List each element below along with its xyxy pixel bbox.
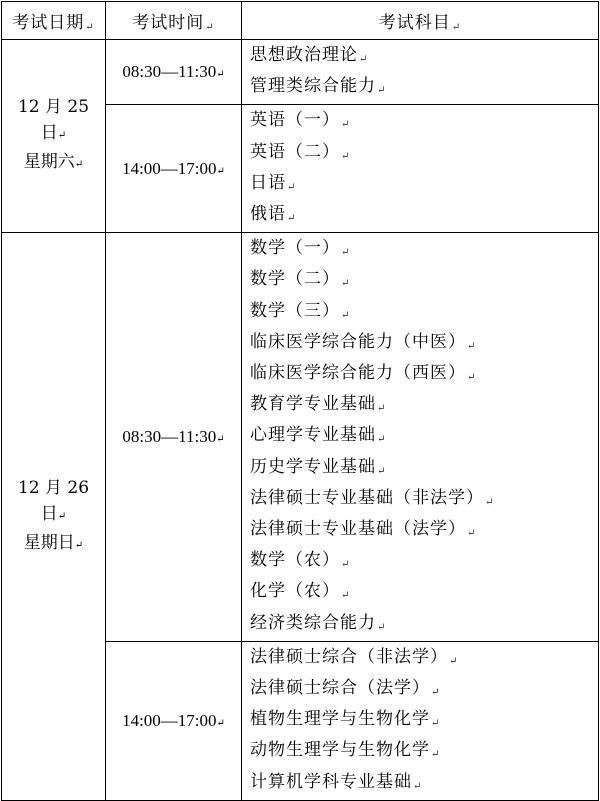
day1-weekday: 星期六↵: [23, 152, 84, 173]
subject-name: 英语（一）: [250, 110, 340, 131]
subject-item: [250, 644, 598, 675]
subject-name: 教育学专业基础: [250, 394, 376, 415]
subject-name: 英语（二）: [250, 141, 340, 162]
header-time-label: 考试时间: [132, 13, 205, 33]
header-subject: [242, 2, 599, 40]
subject-item: [250, 578, 598, 609]
paragraph-mark-icon: ↵: [341, 150, 351, 162]
subject-name: 临床医学综合能力（中医）: [250, 331, 466, 352]
day2-session1-row: [2, 233, 599, 642]
subject-item: [250, 610, 598, 641]
paragraph-mark-icon: ↵: [341, 247, 351, 259]
header-row: [2, 2, 599, 40]
paragraph-mark-icon: ↵: [57, 130, 67, 142]
paragraph-mark-icon: ↵: [341, 278, 351, 290]
paragraph-mark-icon: ↵: [205, 22, 215, 33]
paragraph-mark-icon: ↵: [431, 687, 441, 699]
subject-name: 数学（农）: [250, 550, 340, 571]
subject-name: 动物生理学与生物化学: [250, 740, 430, 761]
subject-item: [250, 706, 598, 737]
paragraph-mark-icon: ↵: [85, 22, 95, 33]
paragraph-mark-icon: ↵: [341, 119, 351, 131]
day1-session2-subjects: [242, 105, 599, 233]
paragraph-mark-icon: ↵: [74, 159, 84, 171]
subject-name: 俄语: [250, 204, 286, 225]
paragraph-mark-icon: ↵: [485, 496, 495, 508]
subject-item: [250, 139, 598, 170]
day1-session2-time: 14:00—17:00↵: [106, 105, 242, 233]
subject-item: [250, 266, 598, 297]
paragraph-mark-icon: ↵: [216, 717, 225, 729]
subject-name: 心理学专业基础: [250, 425, 376, 446]
subject-name: 临床医学综合能力（西医）: [250, 363, 466, 384]
subject-item: [250, 675, 598, 706]
subject-name: 日语: [250, 172, 286, 193]
subject-name: 思想政治理论: [250, 45, 358, 65]
day1-date: 12 月 25: [17, 97, 90, 118]
subject-name: 数学（一）: [250, 238, 340, 259]
subject-name: 历史学专业基础: [250, 456, 376, 477]
paragraph-mark-icon: ↵: [467, 372, 477, 384]
header-subject-label: 考试科目: [378, 13, 451, 33]
paragraph-mark-icon: ↵: [413, 780, 423, 792]
paragraph-mark-icon: ↵: [377, 621, 387, 633]
paragraph-mark-icon: ↵: [467, 340, 477, 352]
paragraph-mark-icon: ↵: [57, 510, 67, 522]
subject-item: [250, 422, 598, 453]
day1-date-suffix: 日↵: [40, 123, 67, 144]
exam-schedule-table: [1, 1, 599, 801]
paragraph-mark-icon: ↵: [467, 528, 477, 540]
paragraph-mark-icon: ↵: [431, 749, 441, 761]
header-date-label: 考试日期: [12, 13, 85, 33]
day2-date: 12 月 26: [17, 477, 90, 498]
subject-item: [250, 170, 598, 201]
day2-weekday: 星期日↵: [23, 532, 84, 553]
subject-item: [250, 485, 598, 516]
subject-item: [250, 201, 598, 232]
subject-name: 法律硕士专业基础（法学）: [250, 519, 466, 540]
paragraph-mark-icon: ↵: [377, 85, 387, 97]
day1-session1-time: 08:30—11:30↵: [106, 40, 242, 105]
paragraph-mark-icon: ↵: [216, 69, 225, 81]
subject-item: [250, 737, 598, 768]
subject-item: [250, 547, 598, 578]
subject-item: [250, 360, 598, 391]
subject-item: [250, 235, 598, 266]
paragraph-mark-icon: ↵: [449, 655, 459, 667]
day2-date-cell: [2, 233, 106, 801]
paragraph-mark-icon: ↵: [341, 309, 351, 321]
paragraph-mark-icon: ↵: [377, 465, 387, 477]
subject-name: 管理类综合能力: [250, 76, 376, 97]
paragraph-mark-icon: ↵: [341, 559, 351, 571]
subject-name: 法律硕士综合（法学）: [250, 678, 430, 699]
subject-name: 化学（农）: [250, 581, 340, 602]
day2-session2-subjects: [242, 641, 599, 800]
subject-name: 法律硕士综合（非法学）: [250, 646, 448, 667]
paragraph-mark-icon: ↵: [287, 213, 297, 225]
day2-session1-time: 08:30—11:30↵: [106, 233, 242, 642]
paragraph-mark-icon: ↵: [451, 22, 462, 33]
subject-item: [250, 769, 598, 800]
day1-session1-row: [2, 40, 599, 105]
subject-item: [250, 391, 598, 422]
header-time: [106, 2, 242, 40]
subject-item: [250, 42, 598, 73]
paragraph-mark-icon: ↵: [431, 718, 441, 730]
subject-name: 数学（二）: [250, 269, 340, 290]
day2-session2-time: 14:00—17:00↵: [106, 641, 242, 800]
subject-name: 植物生理学与生物化学: [250, 709, 430, 730]
day1-date-cell: [2, 40, 106, 233]
subject-item: [250, 73, 598, 104]
subject-name: 数学（三）: [250, 300, 340, 321]
day1-session1-subjects: [242, 40, 599, 105]
subject-item: [250, 298, 598, 329]
subject-item: [250, 329, 598, 360]
paragraph-mark-icon: ↵: [341, 590, 351, 602]
day2-session1-subjects: [242, 233, 599, 642]
paragraph-mark-icon: ↵: [377, 434, 387, 446]
day2-date-suffix: 日↵: [40, 503, 67, 524]
subject-name: 法律硕士专业基础（非法学）: [250, 487, 484, 508]
subject-item: [250, 107, 598, 138]
paragraph-mark-icon: ↵: [74, 539, 84, 551]
subject-item: [250, 516, 598, 547]
paragraph-mark-icon: ↵: [216, 434, 225, 446]
paragraph-mark-icon: ↵: [377, 403, 387, 415]
paragraph-mark-icon: ↵: [216, 165, 225, 177]
paragraph-mark-icon: ↵: [287, 181, 297, 193]
header-date: [2, 2, 106, 40]
subject-name: 计算机学科专业基础: [250, 771, 412, 792]
paragraph-mark-icon: ↵: [359, 54, 369, 65]
subject-name: 经济类综合能力: [250, 612, 376, 633]
subject-item: [250, 454, 598, 485]
